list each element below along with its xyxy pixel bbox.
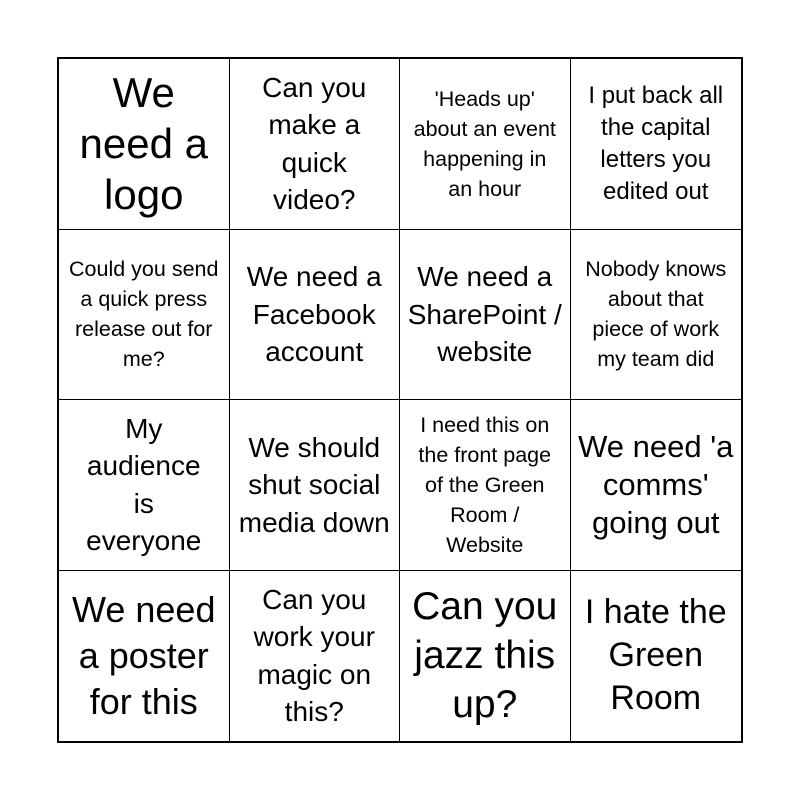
bingo-board (57, 57, 743, 743)
bingo-cell-text: 'Heads up' about an event happening in an hour (413, 86, 556, 201)
bingo-cell-text: Can you work your magic on this? (253, 583, 375, 728)
bingo-cell-r3c4[interactable] (571, 400, 742, 571)
bingo-cell-r3c2[interactable] (230, 400, 401, 571)
bingo-cell-r2c3[interactable] (400, 230, 571, 401)
bingo-cell-r3c3[interactable] (400, 400, 571, 571)
bingo-cell-r1c4[interactable] (571, 59, 742, 230)
bingo-cell-text: Nobody knows about that piece of work my team did (585, 257, 727, 372)
bingo-cell-text: We need a SharePoint / website (407, 261, 562, 367)
bingo-cell-text: I need this on the front page of the Green Room / Website (418, 412, 552, 557)
bingo-cell-r1c3[interactable] (400, 59, 571, 230)
bingo-cell-text: I put back all the capital letters you edited out (588, 81, 724, 205)
bingo-cell-text: Can you jazz this up? (412, 585, 558, 727)
bingo-cell-text: I hate the Green Room (584, 593, 727, 718)
bingo-cell-text: My audience is everyone (86, 412, 202, 557)
bingo-cell-text: We need a logo (79, 69, 208, 219)
bingo-cell-r4c3[interactable] (400, 571, 571, 742)
bingo-cell-text: Can you make a quick video? (262, 71, 367, 216)
bingo-cell-r2c2[interactable] (230, 230, 401, 401)
bingo-cell-text: We need 'a comms' going out (578, 428, 734, 540)
bingo-cell-r4c4[interactable] (571, 571, 742, 742)
bingo-cell-r1c2[interactable] (230, 59, 401, 230)
bingo-cell-text: We should shut social media down (238, 431, 390, 538)
bingo-cell-text: We need a poster for this (72, 588, 216, 722)
bingo-cell-r2c4[interactable] (571, 230, 742, 401)
bingo-cell-r2c1[interactable] (59, 230, 230, 401)
bingo-cell-r4c1[interactable] (59, 571, 230, 742)
bingo-cell-r3c1[interactable] (59, 400, 230, 571)
bingo-cell-r4c2[interactable] (230, 571, 401, 742)
bingo-cell-text: We need a Facebook account (246, 261, 382, 367)
bingo-cell-r1c1[interactable] (59, 59, 230, 230)
bingo-cell-text: Could you send a quick press release out for me? (69, 257, 219, 372)
